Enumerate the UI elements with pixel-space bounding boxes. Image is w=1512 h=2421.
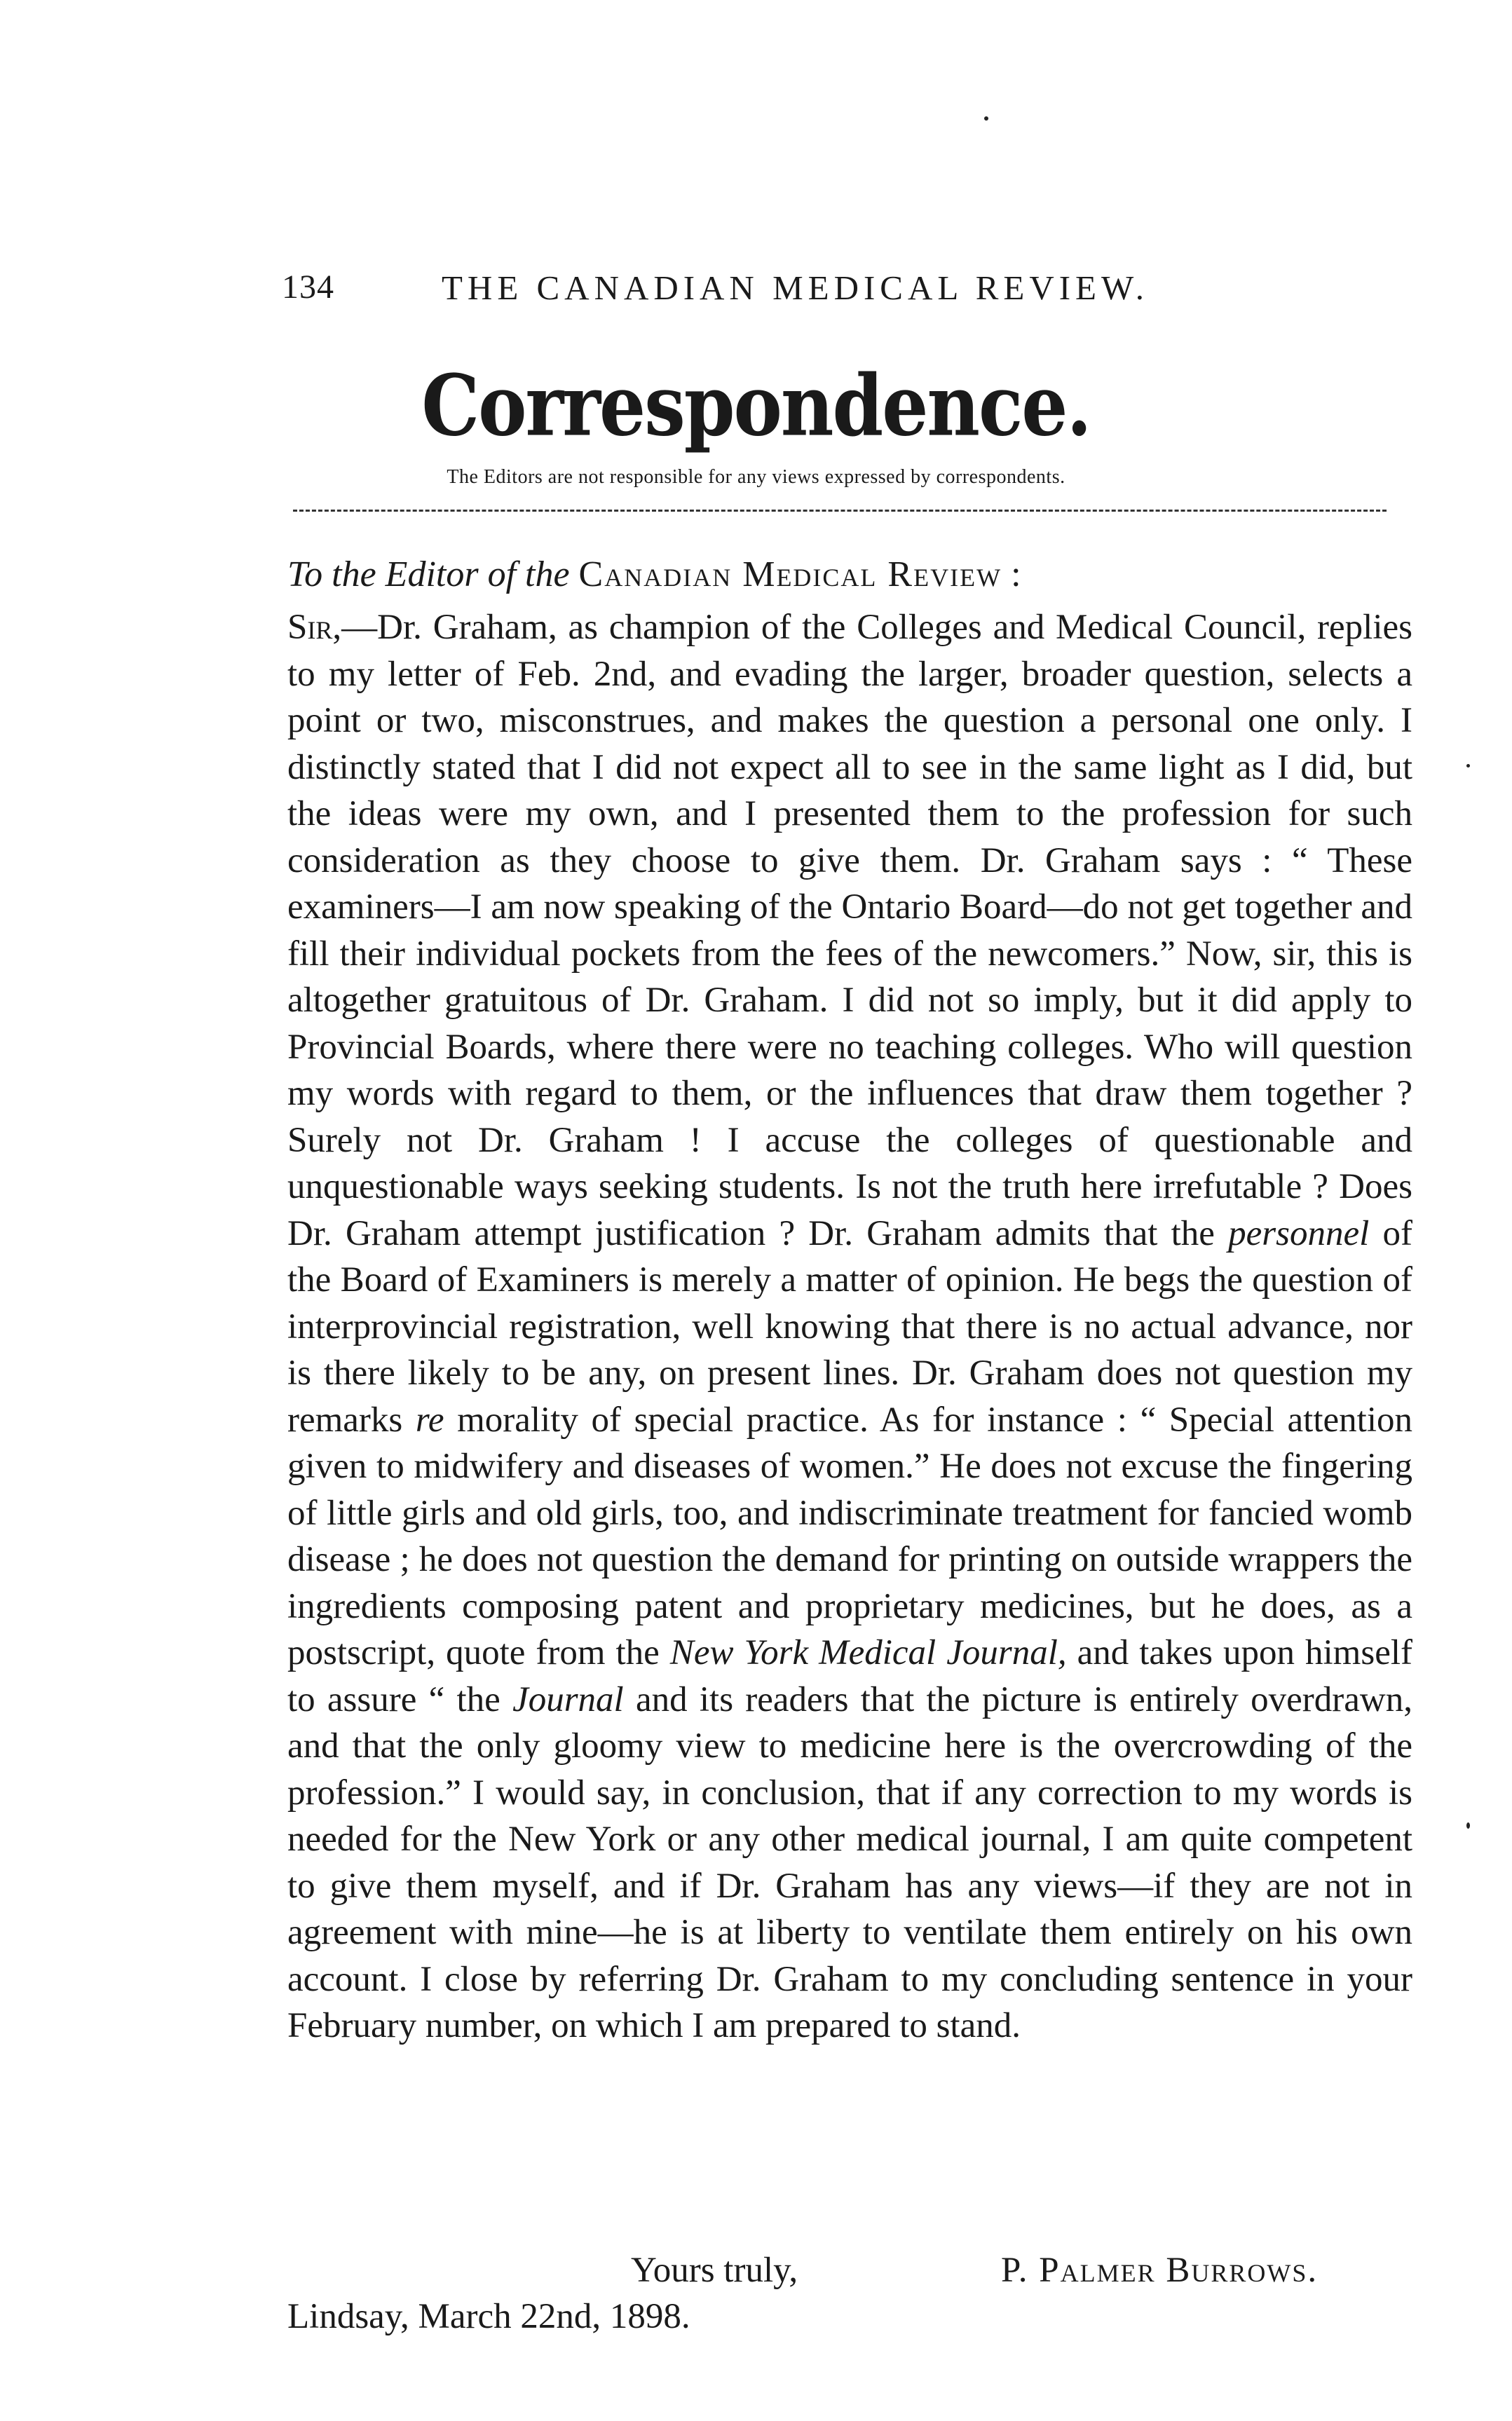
section-title: Correspondence. [421,356,1091,456]
body-italic-journal-short: Journal [512,1679,624,1719]
journal-title: THE CANADIAN MEDICAL REVIEW. [442,268,1149,307]
body-text-segment: and its readers that the picture is entirely overdrawn, and that the only gloomy view to medicine here is the overcrowding of the profession.” I would say, in conclusion, that if any correction to my words is needed for the New York or any other medical journal, I am quite competent to give them myself, and if Dr. Graham has any views—if they are not in agreement with mine—he is at liberty to ventilate them entirely on his own account. I close by referring Dr. Graham to my concluding sentence in your February number, on which I am prepared to stand. [287,1679,1412,2045]
body-italic-re: re [415,1400,444,1440]
editorial-disclaimer: The Editors are not responsible for any views expressed by correspondents. [447,466,1065,488]
running-head [282,268,1417,317]
body-text-segment: morality of special practice. As for instance : “ Special attention given to midwifery and diseases of women.” He does not excuse the fingering of little girls and old girls, too, and indiscriminate treatment for fancied womb disease ; he does not question the demand for printing on outside wrappers the ingredients composing patent and proprietary medicines, but he does, as a postscript, quote from the [287,1400,1412,1672]
scan-speck [1466,764,1470,768]
section-divider [293,510,1387,512]
letter-salutation [287,554,1021,595]
letter-signoff [0,2250,1512,2299]
page-number: 134 [282,268,334,306]
scan-speck [984,116,988,121]
dateline: Lindsay, March 22nd, 1898. [287,2297,690,2336]
body-text-segment: of the Board of Examiners is merely a matter of opinion. He begs the question of interprovincial registration, well knowing that there is no actual advance, nor is there likely to be any, on present lines. Dr. Graham does not question my remarks [287,1213,1412,1440]
letter-lead: Sir, [287,608,342,647]
salutation-colon: : [1002,554,1021,594]
salutation-address: To the Editor of the [287,554,579,594]
body-text-segment: —Dr. Graham, as champion of the Colleges and Medical Council, replies to my letter of Feb. 2nd, and evading the larger, broader question, selects a point or two, misconstrues, and makes the question a personal one only. I distinctly stated that I did not expect all to see in the same light as I did, but the ideas were my own, and I presented them to the profession for such consideration as they choose to give them. Dr. Graham says : “ These examiners—I am now speaking of the Ontario Board—do not get together and fill their individual pockets from the fees of the newcomers.” Now, sir, this is altogether gratuitous of Dr. Graham. I did not so imply, but it did apply to Provincial Boards, where there were no teaching colleges. Who will question my words with regard to them, or the influences that draw them together ? Surely not Dr. Graham ! I accuse the colleges of questionable and unquestionable ways seeking students. Is not the truth here irrefutable ? Does Dr. Graham attempt justification ? Dr. Graham admits that the [287,608,1412,1253]
body-italic-personnel: personnel [1228,1213,1370,1253]
letter-body [287,604,1412,2050]
signature: P. Palmer Burrows. [1001,2251,1319,2290]
scan-speck [1466,1822,1470,1829]
closing: Yours truly, [631,2251,798,2290]
body-text-segment: and takes upon himself to assure “ the [287,1633,1412,1719]
salutation-journal: Canadian Medical Review [578,554,1002,594]
body-italic-journal-name: New York Medical Journal, [669,1633,1067,1672]
